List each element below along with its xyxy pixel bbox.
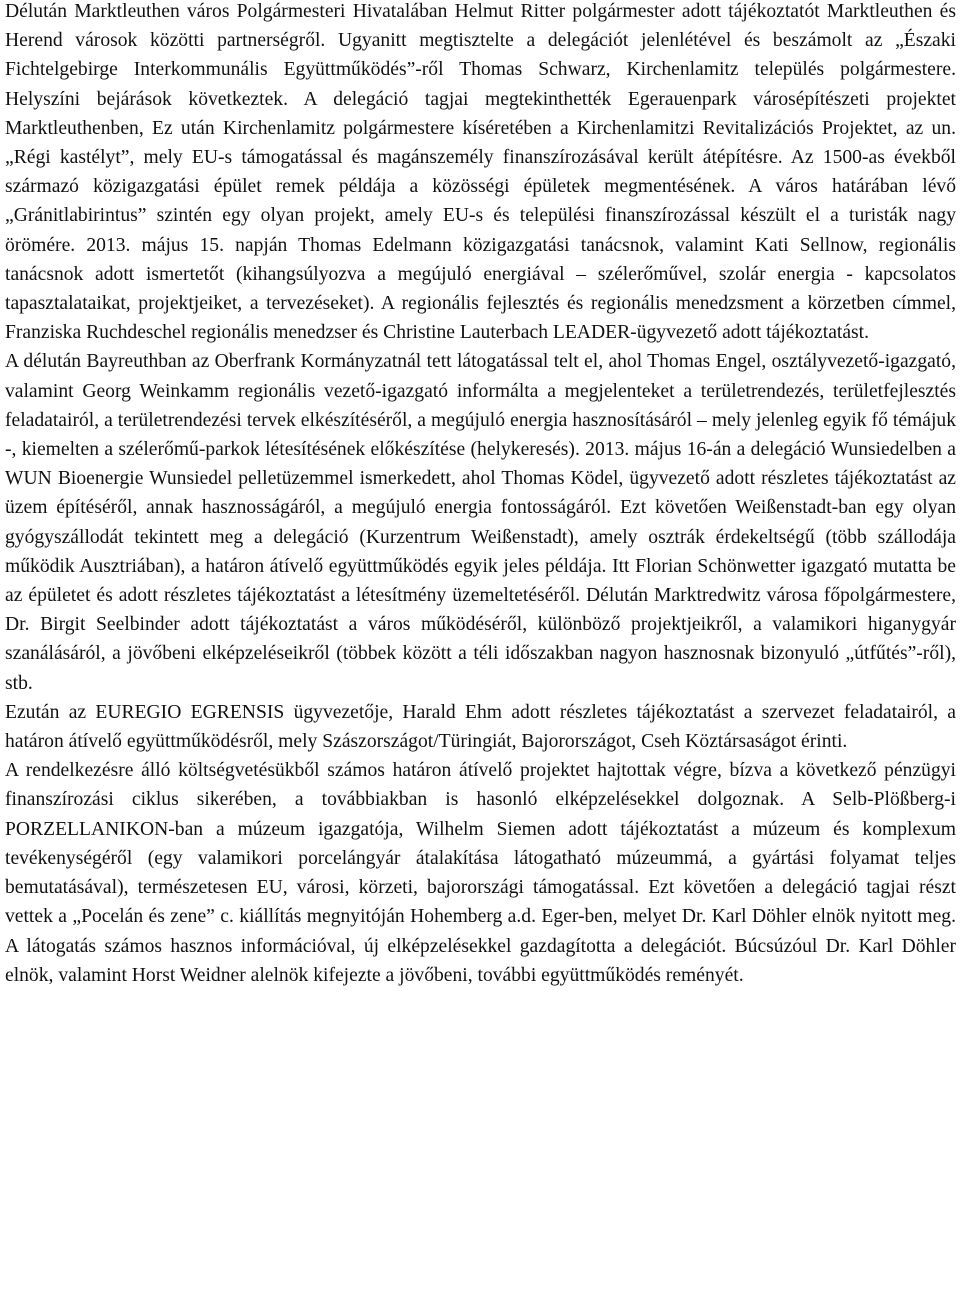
document-page xyxy=(5,0,956,990)
paragraph-porzellanikon-visit: A rendelkezésre álló költségvetésükből számos határon átívelő projektet hajtottak végre, bízva a következő pénzügyi finanszírozási ciklus sikerében, a továbbiakban is hasonló elképzelésekkel dolgoznak. A Selb-Plößberg-i PORZELLANIKON-ban a múzeum igazgatója, Wilhelm Siemen adott tájékoztatást a múzeum és komplexum tevékenységéről (egy valamikori porcelángyár átalakítása látogatható múzeummá, a gyártási folyamat teljes bemutatásával), természetesen EU, városi, körzeti, bajorországi támogatással. Ezt követően a delegáció tagjai részt vettek a „Pocelán és zene” c. kiállítás megnyitóján Hohemberg a.d. Eger-ben, melyet Dr. Karl Döhler elnök nyitott meg. A látogatás számos hasznos információval, új elképzelésekkel gazdagította a delegációt. Búcsúzóul Dr. Karl Döhler elnök, valamint Horst Weidner alelnök kifejezte a jövőbeni, további együttműködés reményét. xyxy=(5,760,956,986)
paragraph-marktleuthen-visit: Délután Marktleuthen város Polgármesteri Hivatalában Helmut Ritter polgármester adott tájékoztatót Marktleuthen és Herend városok közötti partnerségről. Ugyanitt megtisztelte a delegációt jelenlétével és beszámolt az „Északi Fichtelgebirge Interkommunális Együttműködés”-ről Thomas Schwarz, Kirchenlamitz település polgármestere. Helyszíni bejárások következtek. A delegáció tagjai megtekinthették Egerauenpark városépítészeti projektet Marktleuthenben, Ez után Kirchenlamitz polgármestere kíséretében a Kirchenlamitzi Revitalizációs Projektet, az un. „Régi kastélyt”, mely EU-s támogatással és magánszemély finanszírozásával került átépítésre. Az 1500-as évekből származó közigazgatási épület remek példája a közösségi épületek megmentésének. A város határában lévő „Gránitlabirintus” szintén egy olyan projekt, amely EU-s és települési finanszírozással készült el a turisták nagy örömére. 2013. május 15. napján Thomas Edelmann közigazgatási tanácsnok, valamint Kati Sellnow, regionális tanácsnok adott ismertetőt (kihangsúlyozva a megújuló energiával – szélerőművel, szolár energia - kapcsolatos tapasztalataikat, projektjeiket, a tervezéseket). A regionális fejlesztés és regionális menedzsment a körzetben címmel, Franziska Ruchdeschel regionális menedzser és Christine Lauterbach LEADER-ügyvezető adott tájékoztatást. xyxy=(5,1,956,344)
paragraph-bayreuth-wunsiedel-visit: A délután Bayreuthban az Oberfrank Kormányzatnál tett látogatással telt el, ahol Thomas Engel, osztályvezető-igazgató, valamint Georg Weinkamm regionális vezető-igazgató informálta a megjelenteket a területrendezés, területfejlesztés feladatairól, a területrendezési tervek elkészítéséről, a megújuló energia hasznosításáról – mely jelenleg egyik fő témájuk -, kiemelten a szélerőmű-parkok létesítésének előkészítése (helykeresés). 2013. május 16-án a delegáció Wunsiedelben a WUN Bioenergie Wunsiedel pelletüzemmel ismerkedett, ahol Thomas Ködel, ügyvezető adott részletes tájékoztatást az üzem építéséről, annak hasznosságáról, a megújuló energia fontosságáról. Ezt követően Weißenstadt-ban egy olyan gyógyszállodát tekintett meg a delegáció (Kurzentrum Weißenstadt), amely osztrák érdekeltségű (több szállodája működik Ausztriában), a határon átívelő együttműködés egyik jeles példája. Itt Florian Schönwetter igazgató mutatta be az épületet és adott részletes tájékoztatást a létesítmény üzemeltetéséről. Délután Marktredwitz városa főpolgármestere, Dr. Birgit Seelbinder adott tájékoztatást a város működéséről, különböző projektjeikről, a valamikori higanygyár szanálásáról, a jövőbeni elképzeléseikről (többek között a téli időszakban nagyon hasznosnak bizonyuló „útfűtés”-ről), stb. xyxy=(5,351,956,694)
paragraph-euregio-egrensis: Ezután az EUREGIO EGRENSIS ügyvezetője, Harald Ehm adott részletes tájékoztatást a szervezet feladatairól, a határon átívelő együttműködésről, mely Szászországot/Türingiát, Bajorországot, Cseh Köztársaságot érinti. xyxy=(5,701,956,753)
